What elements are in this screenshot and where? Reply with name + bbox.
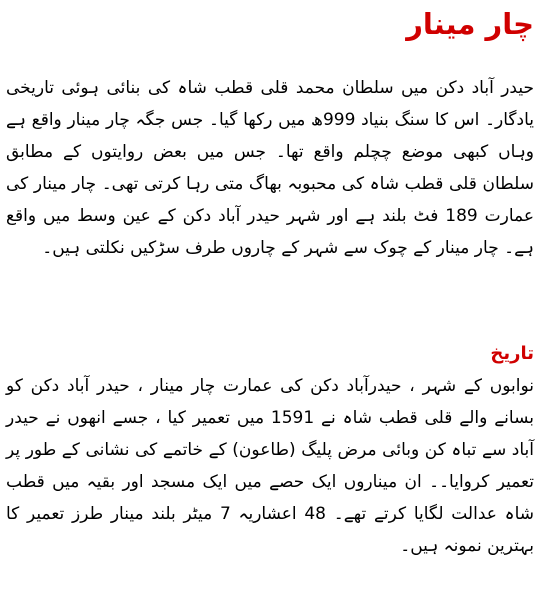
- history-paragraph: نوابوں کے شہر ، حیدرآباد دکن کی عمارت چار مینار ، حیدر آباد دکن کو بسانے والے قلی قطب شاہ نے 1591 میں تعمیر کیا ، جسے انھوں نے حیدر آباد سے تباہ کن وبائی مرض پلیگ (طاعون) کے خاتمے کی نشانی کے طور پر تعمیر کروایا۔۔ ان میناروں ایک حصے میں ایک مسجد اور بقیہ میں قطب شاہ عدالت لگایا کرتے تھے۔ 48 اعشاریہ 7 میٹر بلند مینار طرز تعمیر کا بہترین نمونہ ہیں۔: [6, 376, 535, 556]
- page-title: چار مینار: [406, 7, 534, 41]
- intro-paragraph: حیدر آباد دکن میں سلطان محمد قلی قطب شاہ کی بنائی ہوئی تاریخی یادگار۔ اس کا سنگ بنیاد 999ھ میں رکھا گیا۔ جس جگہ چار مینار واقع ہے وہاں کبھی موضع چچلم واقع تھا۔ جس میں بعض روایتوں کے مطابق سلطان قلی قطب شاہ کی محبوبہ بھاگ متی رہا کرتی تھی۔ چار مینار کی عمارت 189 فٹ بلند ہے اور شہر حیدر آباد دکن کے عین وسط میں واقع ہے۔ چار مینار کے چوک سے شہر کے چاروں طرف سڑکیں نکلتی ہیں۔: [6, 78, 534, 258]
- history-heading: تاریخ: [490, 343, 534, 364]
